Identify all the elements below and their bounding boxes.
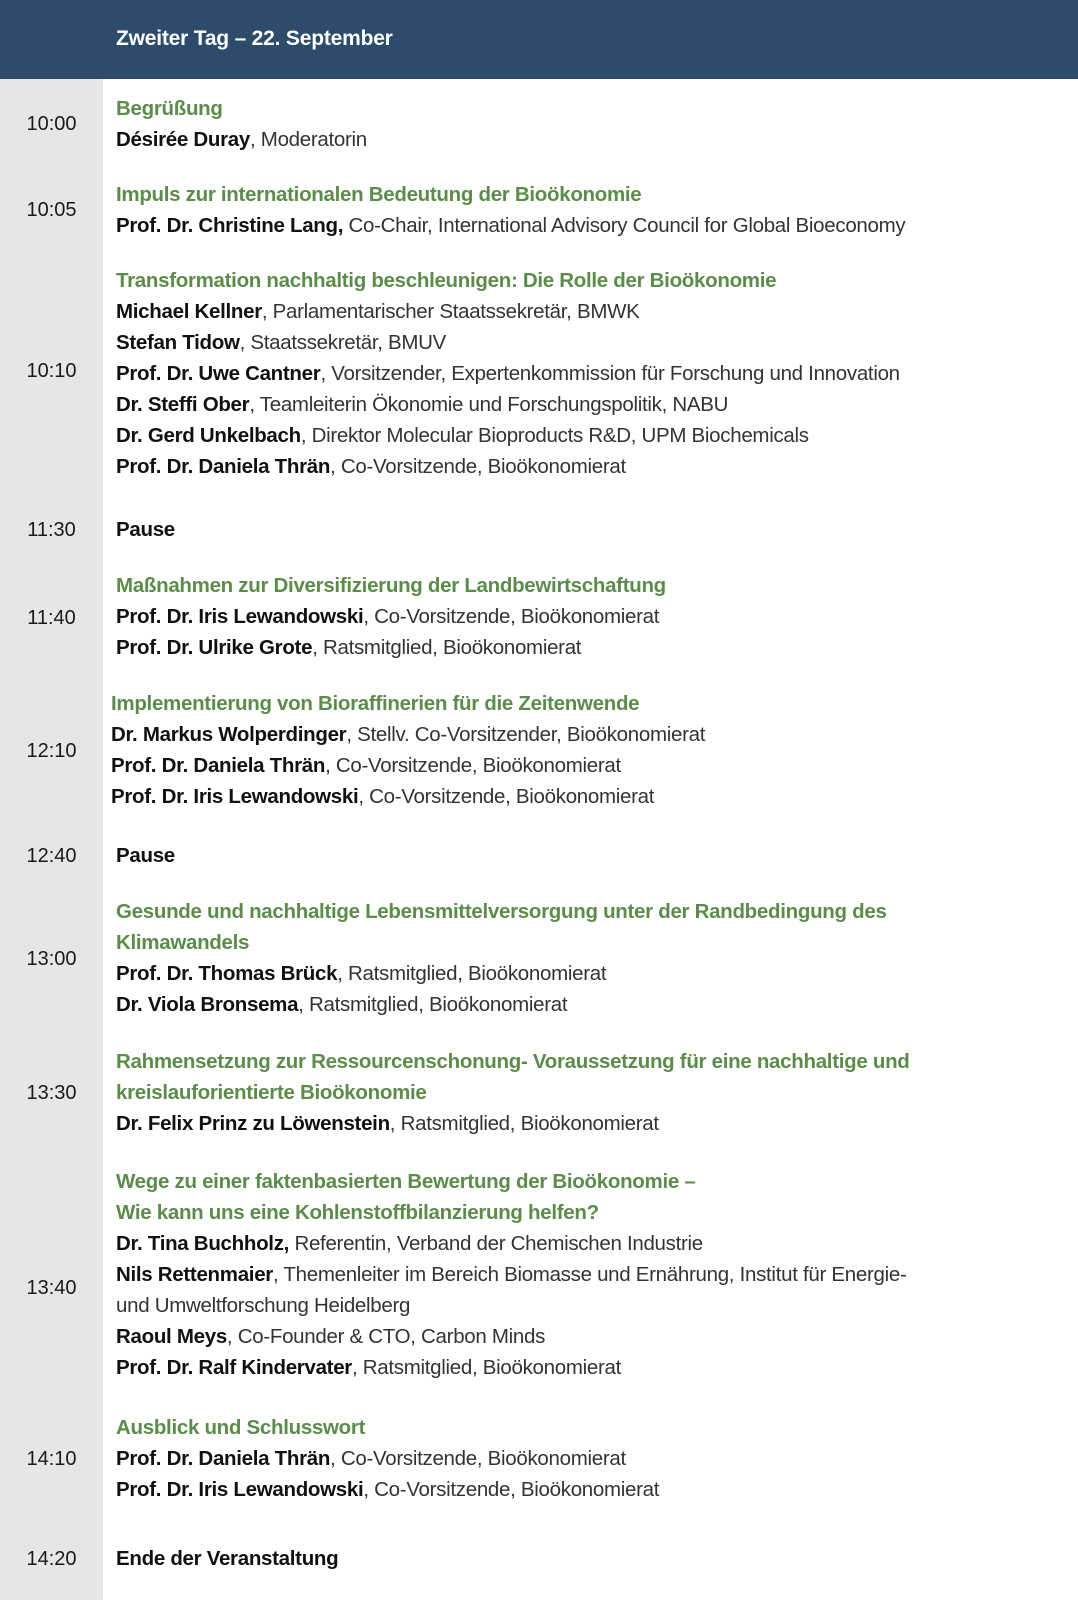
speaker-line-continued [116, 1290, 1016, 1321]
session-title: Implementierung von Bioraffinerien für die Zeitenwende [111, 692, 640, 715]
speaker-role: , Staatssekretär, BMUV [239, 331, 447, 354]
speaker-name: Prof. Dr. Thomas Brück [116, 962, 338, 985]
speaker-role-continued: und Umweltforschung Heidelberg [116, 1294, 411, 1317]
session-title: Maßnahmen zur Diversifizierung der Landbewirtschaftung [116, 574, 666, 597]
time-label: 11:30 [27, 519, 76, 541]
speaker-line [116, 420, 1016, 451]
speaker-role: , Themenleiter im Bereich Biomasse und Ernährung, Institut für Energie- [272, 1263, 907, 1286]
speaker-role: , Co-Vorsitzende, Bioökonomierat [330, 455, 626, 478]
break-label: Pause [116, 518, 175, 541]
speaker-line [116, 1108, 1016, 1139]
speaker-role: , Co-Vorsitzende, Bioökonomierat [325, 754, 621, 777]
speaker-name: Raoul Meys [116, 1325, 227, 1348]
time-label: 11:40 [27, 607, 76, 629]
speaker-line [116, 296, 1016, 327]
session-content [116, 840, 1016, 871]
time-label: 14:10 [26, 1448, 77, 1470]
session-title-line: Wege zu einer faktenbasierten Bewertung der Bioökonomie – [116, 1170, 696, 1193]
speaker-role: , Vorsitzender, Expertenkommission für Forschung und Innovation [320, 362, 900, 385]
speaker-name: Dr. Felix Prinz zu Löwenstein [116, 1112, 390, 1135]
speaker-role: , Stellv. Co-Vorsitzender, Bioökonomierat [346, 723, 706, 746]
speaker-role: Co-Chair, International Advisory Council for Global Bioeconomy [343, 214, 906, 237]
speaker-role: , Co-Vorsitzende, Bioökonomierat [363, 605, 660, 628]
speaker-name: Prof. Dr. Iris Lewandowski [116, 1478, 364, 1501]
speaker-line [116, 1321, 1016, 1352]
speaker-name: Dr. Viola Bronsema [116, 993, 299, 1016]
speaker-role: , Direktor Molecular Bioproducts R&D, UPM Biochemicals [300, 424, 809, 447]
session-title: Begrüßung [116, 97, 223, 120]
time-label: 13:00 [26, 948, 77, 970]
speaker-name: Dr. Markus Wolperdinger [111, 723, 347, 746]
speaker-name: Nils Rettenmaier [116, 1263, 273, 1286]
speaker-line [116, 632, 1016, 663]
speaker-line [116, 389, 1016, 420]
speaker-name: Prof. Dr. Ulrike Grote [116, 636, 313, 659]
time-label: 12:40 [26, 845, 77, 867]
day-title: Zweiter Tag – 22. September [116, 27, 393, 50]
speaker-name: Prof. Dr. Uwe Cantner [116, 362, 321, 385]
time-label: 13:40 [26, 1277, 77, 1299]
speaker-role: , Co-Vorsitzende, Bioökonomierat [358, 785, 655, 808]
session-content [116, 265, 1016, 482]
speaker-name: Prof. Dr. Ralf Kindervater [116, 1356, 352, 1379]
session-content [116, 1543, 1016, 1574]
speaker-name: Prof. Dr. Iris Lewandowski [116, 605, 364, 628]
session-content [116, 1046, 1016, 1139]
speaker-name: Dr. Gerd Unkelbach [116, 424, 301, 447]
speaker-name: Prof. Dr. Daniela Thrän [116, 455, 331, 478]
session-title: Impuls zur internationalen Bedeutung der Bioökonomie [116, 183, 642, 206]
session-content [116, 93, 1016, 155]
speaker-line [116, 124, 1016, 155]
time-label: 14:20 [26, 1548, 77, 1570]
session-content [116, 514, 1016, 545]
speaker-name: Prof. Dr. Christine Lang, [116, 214, 344, 237]
closing-label: Ende der Veranstaltung [116, 1547, 339, 1570]
speaker-line [116, 989, 1016, 1020]
session-title-line: Wie kann uns eine Kohlenstoffbilanzierung helfen? [116, 1201, 599, 1224]
speaker-line [116, 601, 1016, 632]
speaker-line [116, 1259, 1016, 1290]
speaker-line [116, 327, 1016, 358]
speaker-line [116, 451, 1016, 482]
session-title-line: Klimawandels [116, 931, 250, 954]
time-label: 10:00 [26, 113, 77, 135]
session-title-line: kreislauforientierte Bioökonomie [116, 1081, 427, 1104]
session-content [111, 688, 1011, 812]
speaker-role: , Ratsmitglied, Bioökonomierat [352, 1356, 622, 1379]
session-content [116, 570, 1016, 663]
time-label: 12:10 [26, 740, 77, 762]
time-column [0, 79, 103, 1600]
session-title-line: Rahmensetzung zur Ressourcenschonung- Voraussetzung für eine nachhaltige und [116, 1050, 910, 1073]
speaker-role: , Teamleiterin Ökonomie und Forschungspolitik, NABU [249, 393, 729, 416]
session-content [116, 1412, 1016, 1505]
time-label: 10:10 [26, 360, 77, 382]
speaker-line [116, 358, 1016, 389]
speaker-name: Michael Kellner [116, 300, 262, 323]
speaker-role: , Ratsmitglied, Bioökonomierat [312, 636, 582, 659]
speaker-role: , Ratsmitglied, Bioökonomierat [298, 993, 568, 1016]
speaker-role: , Moderatorin [250, 128, 367, 151]
speaker-name: Prof. Dr. Daniela Thrän [111, 754, 326, 777]
speaker-role: Referentin, Verband der Chemischen Industrie [289, 1232, 703, 1255]
speaker-line [116, 210, 1016, 241]
speaker-role: , Parlamentarischer Staatssekretär, BMWK [261, 300, 640, 323]
session-title: Transformation nachhaltig beschleunigen: Die Rolle der Bioökonomie [116, 269, 777, 292]
speaker-role: , Co-Vorsitzende, Bioökonomierat [363, 1478, 660, 1501]
session-content [116, 1166, 1016, 1383]
speaker-line [116, 958, 1016, 989]
session-content [116, 896, 1016, 1020]
speaker-line [111, 719, 1011, 750]
speaker-name: Prof. Dr. Iris Lewandowski [111, 785, 359, 808]
time-label: 13:30 [26, 1082, 77, 1104]
speaker-line [116, 1474, 1016, 1505]
break-label: Pause [116, 844, 175, 867]
speaker-name: Dr. Steffi Ober [116, 393, 250, 416]
speaker-role: , Co-Founder & CTO, Carbon Minds [226, 1325, 546, 1348]
speaker-line [116, 1352, 1016, 1383]
session-content [116, 179, 1016, 241]
speaker-name: Désirée Duray [116, 128, 250, 151]
speaker-role: , Co-Vorsitzende, Bioökonomierat [330, 1447, 626, 1470]
speaker-line [116, 1228, 1016, 1259]
speaker-role: , Ratsmitglied, Bioökonomierat [337, 962, 607, 985]
speaker-line [111, 750, 1011, 781]
speaker-name: Dr. Tina Buchholz, [116, 1232, 290, 1255]
session-title-line: Gesunde und nachhaltige Lebensmittelversorgung unter der Randbedingung des [116, 900, 887, 923]
day-header [0, 0, 1078, 79]
session-title: Ausblick und Schlusswort [116, 1416, 366, 1439]
speaker-line [111, 781, 1011, 812]
speaker-name: Prof. Dr. Daniela Thrän [116, 1447, 331, 1470]
time-label: 10:05 [26, 199, 77, 221]
speaker-role: , Ratsmitglied, Bioökonomierat [389, 1112, 659, 1135]
speaker-name: Stefan Tidow [116, 331, 240, 354]
speaker-line [116, 1443, 1016, 1474]
